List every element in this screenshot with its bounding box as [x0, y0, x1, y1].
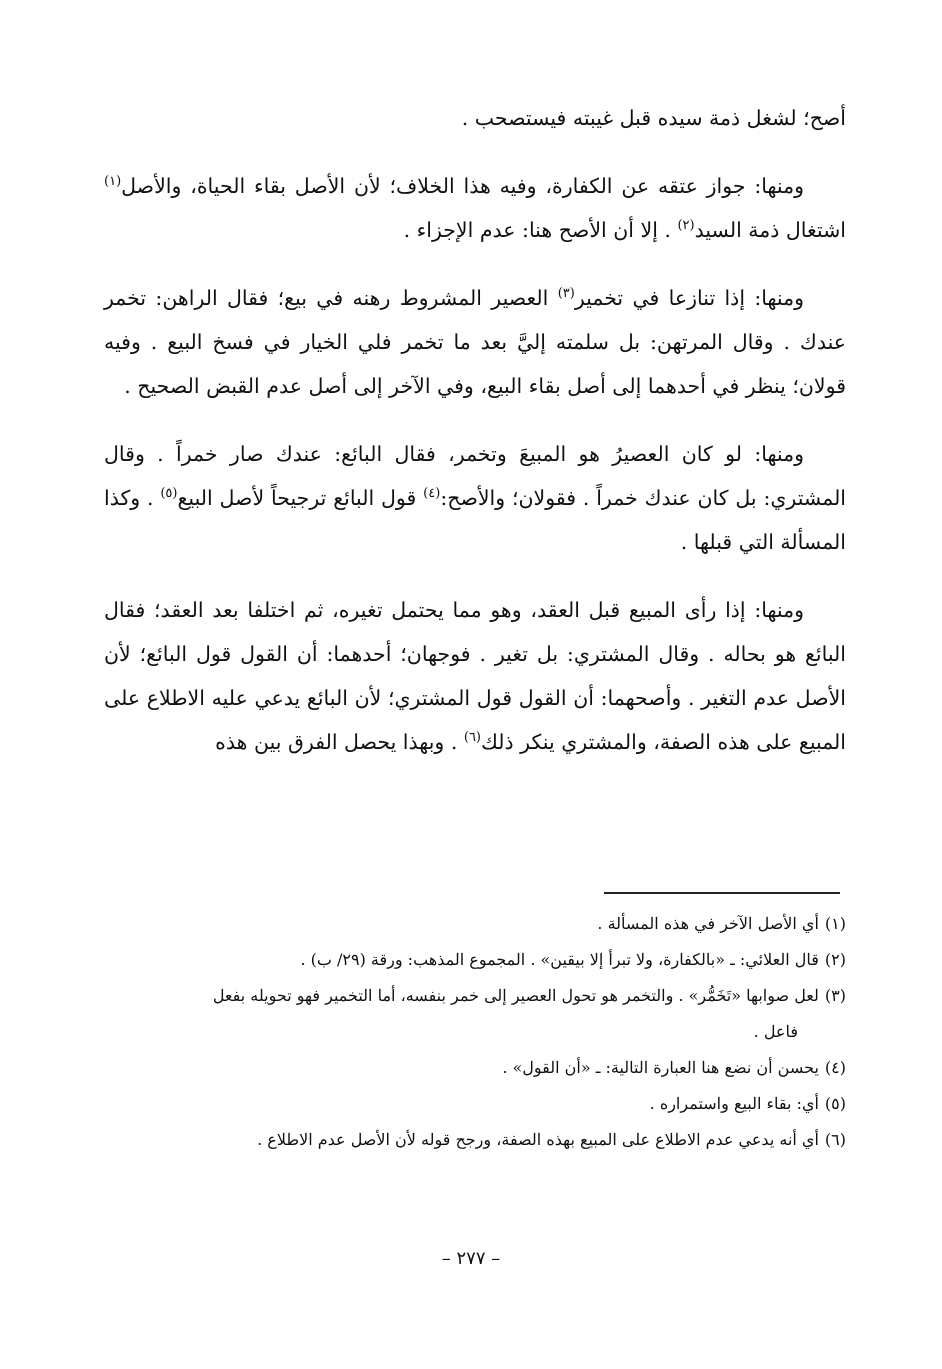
paragraph-text: العصير المشروط رهنه في بيع؛ فقال الراهن: تخمر عندك . وقال المرتهن: بل سلمته إليَّ بعد ما تخمر فلي الخيار في فسخ البيع . وفيه قولان؛ ينظر في أحدهما إلى أصل بقاء البيع، وفي الآخر إلى أصل عدم القبض الصحيح .	[104, 286, 846, 398]
footnote-text: قال العلائي: ـ «بالكفارة، ولا تبرأ إلا بيقين» . المجموع المذهب: ورقة (٢٩/ ب) .	[300, 950, 819, 969]
footnote	[104, 1086, 846, 1122]
footnote	[104, 942, 846, 978]
footnote-marker: (٢)	[677, 218, 695, 233]
page-number: – ٢٧٧ –	[441, 1248, 501, 1269]
footnote-marker: (٥)	[160, 486, 178, 501]
paragraph-text: ومنها: إذا رأى المبيع قبل العقد، وهو مما يحتمل تغيره، ثم اختلفا بعد العقد؛ فقال البائع هو بحاله . وقال المشتري: بل تغير . فوجهان؛ أحدهما: أن القول قول البائع؛ لأن الأصل عدم التغير . وأصحهما: أن القول قول المشتري؛ لأن البائع يدعي عليه الاطلاع على المبيع على هذه الصفة، والمشتري ينكر ذلك	[104, 598, 846, 754]
footnote	[104, 1122, 846, 1158]
paragraph-text: ومنها: لو كان العصيرُ هو المبيعَ وتخمر، فقال البائع: عندك صار خمراً . وقال المشتري: بل كان عندك خمراً . فقولان؛ والأصح:	[104, 442, 847, 510]
paragraph	[104, 276, 846, 408]
paragraph	[104, 96, 846, 140]
paragraph-text: اشتغال ذمة السيد	[694, 218, 846, 242]
footnote-separator	[604, 892, 840, 894]
footnotes	[104, 906, 846, 1158]
footnote-text: أي الأصل الآخر في هذه المسألة .	[597, 914, 819, 933]
footnote-marker: (٣)	[557, 286, 575, 301]
footnote-number: (٦)	[824, 1130, 846, 1149]
paragraph-text: . إلا أن الأصح هنا: عدم الإجزاء .	[403, 218, 678, 242]
footnote-continuation: فاعل .	[753, 1022, 798, 1041]
footnote	[104, 906, 846, 942]
paragraph	[104, 588, 846, 764]
paragraph-text: ومنها: جواز عتقه عن الكفارة، وفيه هذا الخلاف؛ لأن الأصل بقاء الحياة، والأصل	[121, 174, 804, 198]
footnote-marker: (٦)	[463, 730, 481, 745]
footnote-text: أي: بقاء البيع واستمراره .	[649, 1094, 819, 1113]
main-text	[104, 96, 846, 788]
paragraph-text: ومنها: إذا تنازعا في تخمير	[574, 286, 804, 310]
footnote-marker: (٤)	[423, 486, 441, 501]
footnote-number: (٣)	[824, 986, 846, 1005]
paragraph-text: أصح؛ لشغل ذمة سيده قبل غيبته فيستصحب .	[461, 106, 846, 130]
paragraph	[104, 432, 846, 564]
paragraph-text: قول البائع ترجيحاً لأصل البيع	[177, 486, 424, 510]
footnote-text: يحسن أن نضع هنا العبارة التالية: ـ «أن القول» .	[502, 1058, 819, 1077]
footnote-number: (٢)	[824, 950, 846, 969]
footnote-number: (٤)	[824, 1058, 846, 1077]
footnote	[104, 978, 846, 1050]
footnote-marker: (١)	[104, 174, 122, 189]
paragraph-text: . وكذا المسألة التي قبلها .	[104, 486, 846, 554]
footnote-number: (٥)	[824, 1094, 846, 1113]
footnote-text: لعل صوابها «تَخَمُّر» . والتخمر هو تحول العصير إلى خمر بنفسه، أما التخمير فهو تحويله بفعل	[212, 986, 819, 1005]
footnote-number: (١)	[824, 914, 846, 933]
paragraph	[104, 164, 846, 252]
footnote-text: أي أنه يدعي عدم الاطلاع على المبيع بهذه الصفة، ورجح قوله لأن الأصل عدم الاطلاع .	[257, 1130, 819, 1149]
paragraph-text: . وبهذا يحصل الفرق بين هذه	[215, 730, 464, 754]
footnote	[104, 1050, 846, 1086]
